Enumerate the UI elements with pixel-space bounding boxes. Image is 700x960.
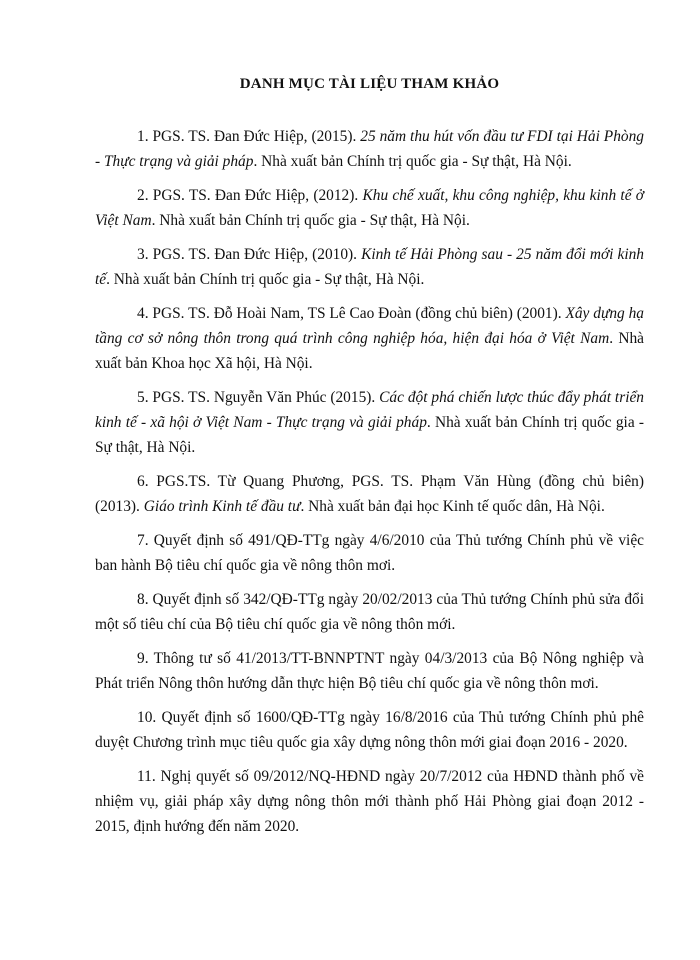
reference-number: 2. (137, 187, 149, 204)
reference-title: Khu chế xuất, khu công nghiệp, khu kinh tế ở Việt Nam (95, 187, 644, 229)
reference-authors: PGS. TS. Đỗ Hoài Nam, TS Lê Cao Đoàn (đồng chủ biên) (2001). (148, 305, 566, 322)
reference-item (95, 646, 644, 696)
reference-publisher: . Nhà xuất bản Chính trị quốc gia - Sự thật, Hà Nội. (151, 212, 470, 229)
reference-item (95, 301, 644, 376)
reference-item (95, 469, 644, 519)
reference-item (95, 124, 644, 174)
reference-item (95, 242, 644, 292)
reference-text: Quyết định số 491/QĐ-TTg ngày 4/6/2010 của Thủ tướng Chính phủ về việc ban hành Bộ tiêu chí quốc gia về nông thôn mơi. (95, 532, 644, 574)
reference-title: Xây dựng hạ tầng cơ sở nông thôn trong quá trình công nghiệp hóa, hiện đại hóa ở Việt Nam (95, 305, 644, 347)
reference-number: 6. (137, 473, 149, 490)
reference-number: 8. (137, 591, 149, 608)
reference-title: Kinh tế Hải Phòng sau - 25 năm đổi mới kinh tế (95, 246, 644, 288)
reference-number: 11. (137, 768, 156, 785)
reference-title: Giáo trình Kinh tế đầu tư (143, 498, 301, 515)
reference-text: Quyết định số 1600/QĐ-TTg ngày 16/8/2016 của Thủ tướng Chính phủ phê duyệt Chương trình mục tiêu quốc gia xây dựng nông thôn mới giai đoạn 2016 - 2020. (95, 709, 644, 751)
reference-title: 25 năm thu hút vốn đầu tư FDI tại Hải Phòng - Thực trạng và giải pháp (95, 128, 644, 170)
reference-number: 10. (137, 709, 157, 726)
reference-number: 7. (137, 532, 149, 549)
reference-item (95, 764, 644, 839)
reference-item (95, 587, 644, 637)
reference-number: 9. (137, 650, 149, 667)
page-title: DANH MỤC TÀI LIỆU THAM KHẢO (239, 76, 500, 92)
reference-authors: PGS. TS. Đan Đức Hiệp, (2010). (148, 246, 362, 263)
reference-publisher: . Nhà xuất bản Chính trị quốc gia - Sự thật, Hà Nội. (253, 153, 572, 170)
reference-text: Nghị quyết số 09/2012/NQ-HĐND ngày 20/7/2012 của HĐND thành phố về nhiệm vụ, giải pháp xây dựng nông thôn mới thành phố Hải Phòng giai đoạn 2012 - 2015, định hướng đến năm 2020. (95, 768, 644, 835)
reference-authors: PGS. TS. Đan Đức Hiệp, (2012). (148, 187, 363, 204)
reference-text: Thông tư số 41/2013/TT-BNNPTNT ngày 04/3/2013 của Bộ Nông nghiệp và Phát triển Nông thôn hướng dẫn thực hiện Bộ tiêu chí quốc gia về nông thôn mơi. (95, 650, 644, 692)
reference-title: Các đột phá chiến lược thúc đẩy phát triển kinh tế - xã hội ở Việt Nam - Thực trạng và giải pháp (95, 389, 644, 431)
reference-number: 1. (137, 128, 149, 145)
reference-publisher: . Nhà xuất bản Chính trị quốc gia - Sự thật, Hà Nội. (106, 271, 425, 288)
reference-item (95, 385, 644, 460)
reference-list (95, 124, 644, 839)
reference-number: 5. (137, 389, 149, 406)
reference-text: Quyết định số 342/QĐ-TTg ngày 20/02/2013 của Thủ tướng Chính phủ sửa đổi một số tiêu chí của Bộ tiêu chí quốc gia về nông thôn mới. (95, 591, 644, 633)
reference-publisher: . Nhà xuất bản đại học Kinh tế quốc dân, Hà Nội. (300, 498, 605, 515)
reference-number: 4. (137, 305, 149, 322)
reference-number: 3. (137, 246, 149, 263)
reference-item (95, 705, 644, 755)
reference-item (95, 528, 644, 578)
reference-publisher: . Nhà xuất bản Khoa học Xã hội, Hà Nội. (95, 330, 644, 372)
reference-publisher: . Nhà xuất bản Chính trị quốc gia - Sự thật, Hà Nội. (95, 414, 644, 456)
reference-item (95, 183, 644, 233)
reference-authors: PGS.TS. Từ Quang Phương, PGS. TS. Phạm Văn Hùng (đồng chủ biên) (2013). (95, 473, 644, 515)
reference-authors: PGS. TS. Đan Đức Hiệp, (2015). (148, 128, 361, 145)
reference-authors: PGS. TS. Nguyễn Văn Phúc (2015). (148, 389, 380, 406)
